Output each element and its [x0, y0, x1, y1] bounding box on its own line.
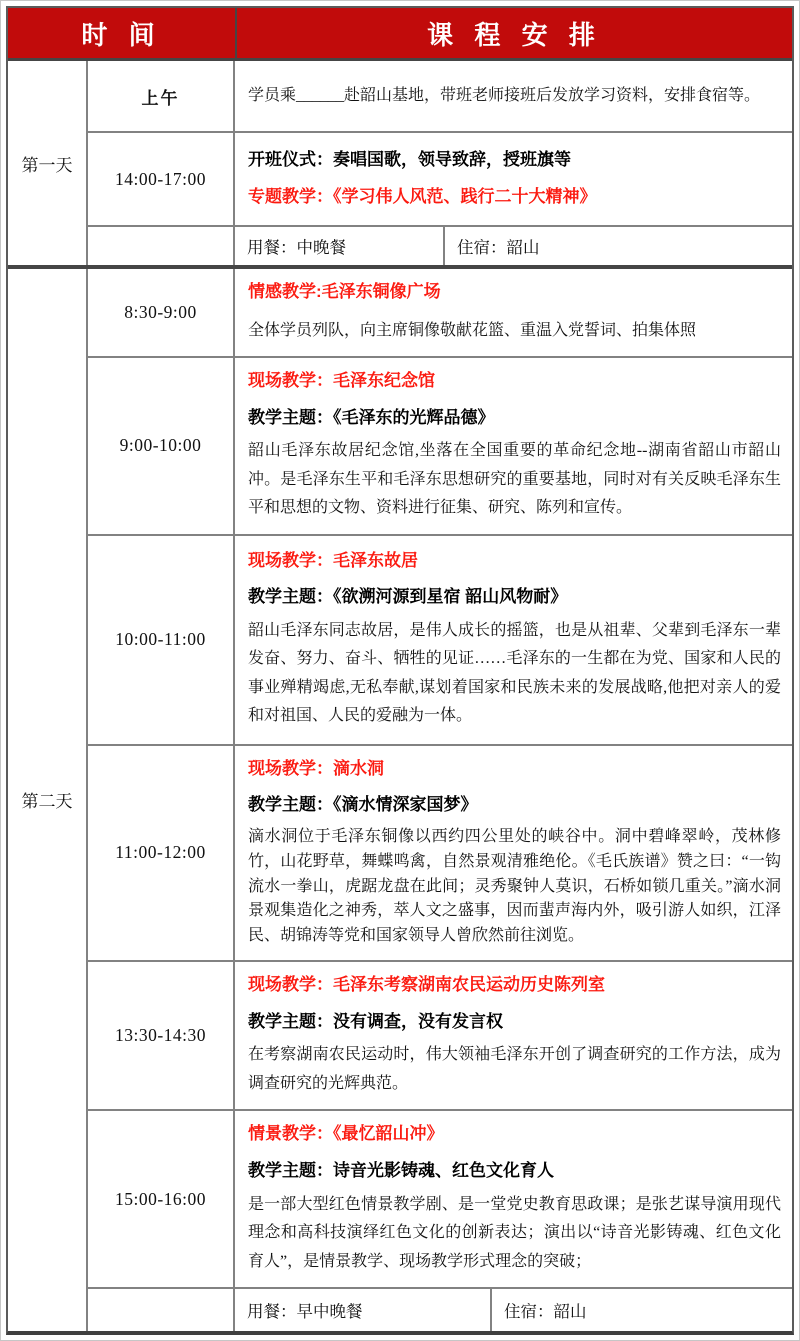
content-cell: [235, 133, 792, 225]
schedule-row: [88, 61, 792, 131]
content-line-body: 是一部大型红色情景教学剧、是一堂党史教育思政课；是张艺谋导演用现代理念和高科技演绎红色文化的创新表达；演出以“诗音光影铸魂、红色文化育人”，是情景教学、现场教学形式理念的突破；: [248, 1195, 781, 1270]
content-line-red: 现场教学：毛泽东考察湖南农民运动历史陈列室: [248, 975, 605, 995]
content-line-bold: 教学主题：没有调查，没有发言权: [248, 1011, 503, 1031]
day-label: 第二天: [8, 269, 88, 1331]
schedule-row: [88, 269, 792, 356]
meal-empty-cell: [88, 1289, 235, 1331]
time-cell: 上午: [88, 61, 235, 131]
content-line-bold: 教学主题：《毛泽东的光辉品德》: [248, 407, 495, 427]
content-cell: [235, 962, 792, 1109]
time-cell: 11:00-12:00: [88, 746, 235, 960]
time-cell: 13:30-14:30: [88, 962, 235, 1109]
content-line-red: 情感教学:毛泽东铜像广场: [248, 282, 441, 301]
content-line-body: 学员乘______赴韶山基地，带班老师接班后发放学习资料，安排食宿等。: [248, 86, 761, 104]
content-line-bold: 教学主题：《滴水情深家国梦》: [248, 795, 478, 815]
meal-row: [88, 225, 792, 265]
meal-empty-cell: [88, 227, 235, 265]
table-header: [8, 8, 792, 61]
schedule-row: [88, 1109, 792, 1287]
schedule-row: [88, 356, 792, 534]
meal-dining-cell: 用餐：中晚餐: [235, 227, 445, 265]
day-rows: [88, 61, 792, 265]
day-block: [8, 61, 792, 265]
time-cell: 15:00-16:00: [88, 1111, 235, 1287]
schedule-row: [88, 960, 792, 1109]
content-line-body: 滴水洞位于毛泽东铜像以西约四公里处的峡谷中。洞中碧峰翠岭，茂林修竹，山花野草，舞蝶鸣禽，自然景观清雅绝伦。《毛氏族谱》赞之曰：“一钩流水一拳山，虎踞龙盘在此间；灵秀聚钟人莫识，石桥如锁几重关。”滴水洞景观集造化之神秀，萃人文之盛事，因而蜚声海内外，吸引游人如织，江泽民、胡锦涛等党和国家领导人曾欣然前往浏览。: [248, 828, 781, 945]
content-cell: [235, 1111, 792, 1287]
meal-dining-cell: 用餐：早中晚餐: [235, 1289, 492, 1331]
time-cell: 9:00-10:00: [88, 358, 235, 534]
content-line-red: 情景教学：《最忆韶山冲》: [248, 1124, 444, 1144]
time-cell: 14:00-17:00: [88, 133, 235, 225]
content-line-body: 韶山毛泽东故居纪念馆,坐落在全国重要的革命纪念地--湖南省韶山市韶山冲。是毛泽东生平和毛泽东思想研究的重要基地，同时对有关反映毛泽东生平和思想的文物、资料进行征集、研究、陈列和宣传。: [248, 442, 781, 517]
schedule-row: [88, 131, 792, 225]
content-line-bold: 教学主题：《欲溯河源到星宿 韶山风物耐》: [248, 587, 568, 607]
header-course-label: 课 程 安 排: [237, 8, 792, 58]
content-line-red: 专题教学：《学习伟人风范、践行二十大精神》: [248, 187, 597, 206]
content-line-body: 韶山毛泽东同志故居，是伟人成长的摇篮，也是从祖辈、父辈到毛泽东一辈发奋、努力、奋斗、牺牲的见证……毛泽东的一生都在为党、国家和人民的事业殚精竭虑,无私奉献,谋划着国家和民族未来的发展战略,他把对亲人的爱和对祖国、人民的爱融为一体。: [248, 622, 781, 725]
content-cell: [235, 358, 792, 534]
content-line-body: 在考察湖南农民运动时，伟大领袖毛泽东开创了调查研究的工作方法，成为调查研究的光辉典范。: [248, 1046, 781, 1092]
content-line-red: 现场教学：毛泽东故居: [248, 550, 418, 570]
header-time-label: 时 间: [8, 8, 237, 58]
content-line-red: 现场教学：滴水洞: [248, 758, 384, 778]
time-cell: 8:30-9:00: [88, 269, 235, 356]
meal-lodging-cell: 住宿：韶山: [457, 238, 540, 257]
schedule-table: [6, 6, 794, 1335]
content-line-bold: 开班仪式：奏唱国歌，领导致辞，授班旗等: [248, 150, 571, 170]
content-line-red: 现场教学：毛泽东纪念馆: [248, 371, 435, 391]
content-cell: [235, 269, 792, 356]
day-label: 第一天: [8, 61, 88, 265]
day-block: [8, 265, 792, 1331]
meal-lodging-cell: 住宿：韶山: [504, 1301, 587, 1321]
content-cell: [235, 746, 792, 960]
content-cell: [235, 536, 792, 744]
schedule-row: [88, 744, 792, 960]
meal-row: [88, 1287, 792, 1331]
content-cell: [235, 61, 792, 131]
schedule-row: [88, 534, 792, 744]
day-rows: [88, 269, 792, 1331]
content-line-body: 全体学员列队，向主席铜像敬献花篮、重温入党誓词、拍集体照: [248, 321, 697, 339]
time-cell: 10:00-11:00: [88, 536, 235, 744]
content-line-bold: 教学主题：诗音光影铸魂、红色文化育人: [248, 1160, 554, 1180]
